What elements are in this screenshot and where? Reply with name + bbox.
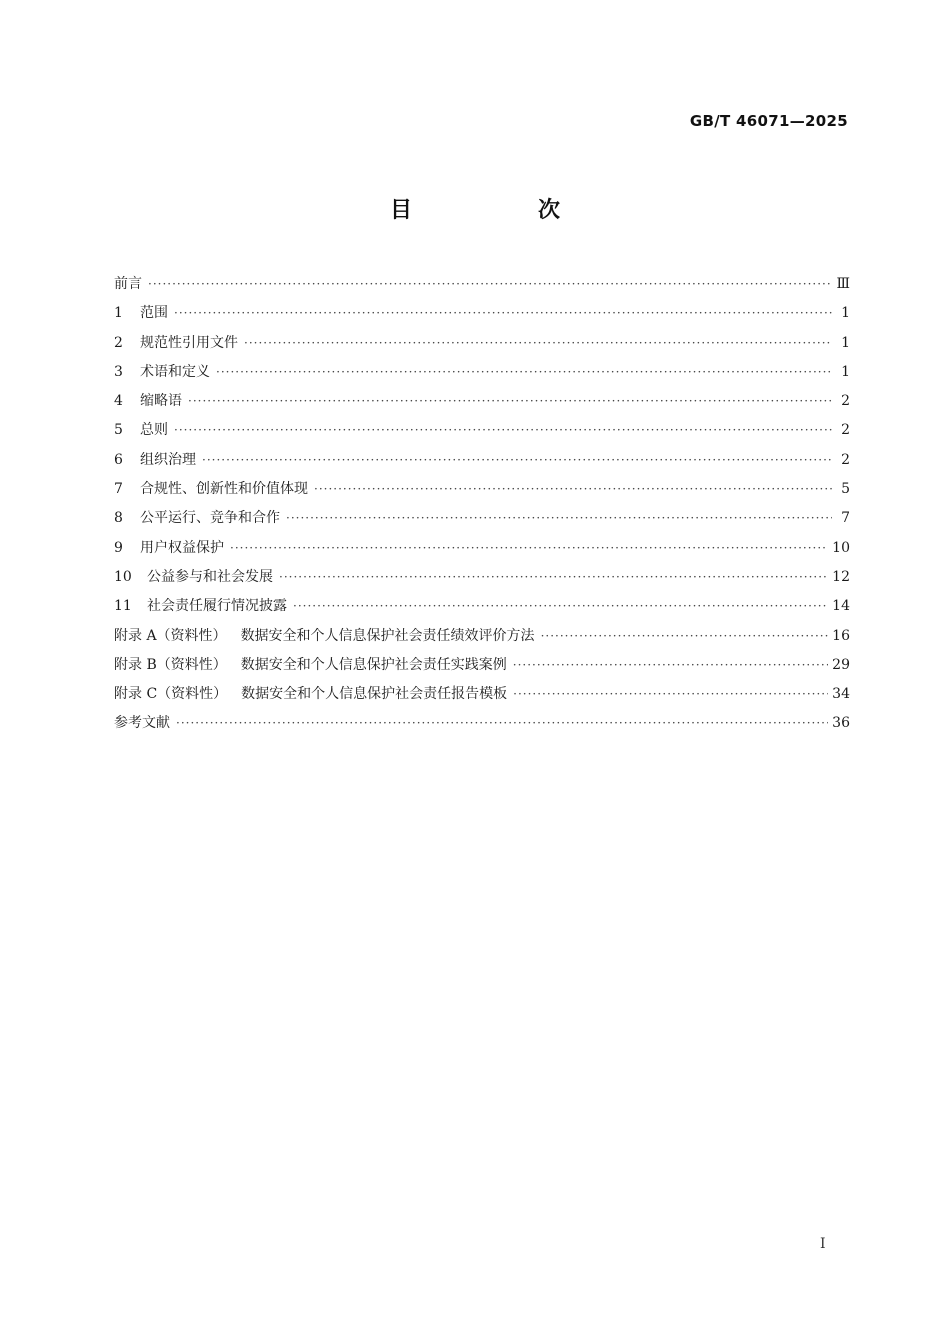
toc-entry-foreword[interactable] <box>114 270 850 299</box>
toc-entry-page: 12 <box>832 568 850 585</box>
toc-entry-page: Ⅲ <box>836 276 850 292</box>
toc-list <box>114 270 850 739</box>
toc-entry-page: 2 <box>841 451 850 468</box>
toc-entry-public-welfare[interactable] <box>114 563 850 592</box>
toc-title: 目 次 <box>389 198 612 223</box>
toc-leader-dots <box>279 563 828 592</box>
toc-entry-number: 5 <box>114 422 123 439</box>
toc-entry-number: 3 <box>114 363 123 380</box>
toc-entry-page: 29 <box>832 656 850 673</box>
toc-entry-number: 4 <box>114 393 123 410</box>
toc-leader-dots <box>513 680 828 709</box>
toc-entry-number: 8 <box>114 510 123 527</box>
toc-entry-label: 社会责任履行情况披露 <box>147 598 287 615</box>
toc-entry-page: 36 <box>832 715 850 732</box>
toc-entry-number: 9 <box>114 539 123 556</box>
toc-entry-label: 公益参与和社会发展 <box>147 568 273 585</box>
toc-entry-page: 34 <box>832 686 850 703</box>
toc-leader-dots <box>286 504 832 533</box>
toc-entry-label: 组织治理 <box>140 451 196 468</box>
toc-entry-page: 2 <box>841 422 850 439</box>
toc-leader-dots <box>148 270 832 299</box>
toc-entry-label: 参考文献 <box>114 715 170 732</box>
toc-leader-dots <box>314 475 832 504</box>
toc-entry-compliance[interactable] <box>114 475 850 504</box>
toc-entry-general[interactable] <box>114 416 850 445</box>
toc-entry-label: 数据安全和个人信息保护社会责任报告模板 <box>241 686 508 703</box>
toc-entry-number: 1 <box>114 305 123 322</box>
toc-entry-label: 用户权益保护 <box>140 539 224 556</box>
toc-entry-label: 合规性、创新性和价值体现 <box>140 481 308 498</box>
toc-leader-dots <box>176 709 828 738</box>
toc-entry-user-rights[interactable] <box>114 534 850 563</box>
toc-entry-page: 1 <box>841 334 850 351</box>
toc-entry-page: 10 <box>832 539 850 556</box>
toc-entry-scope[interactable] <box>114 299 850 328</box>
toc-entry-page: 5 <box>841 481 850 498</box>
toc-entry-label: 总则 <box>140 422 168 439</box>
toc-appendix-tag: 附录 C（资料性） <box>114 686 228 703</box>
toc-entry-terms[interactable] <box>114 358 850 387</box>
page-number: Ⅰ <box>820 1236 826 1252</box>
toc-entry-number: 2 <box>114 334 123 351</box>
toc-entry-number: 10 <box>114 568 132 585</box>
toc-entry-page: 2 <box>841 393 850 410</box>
toc-entry-label: 数据安全和个人信息保护社会责任绩效评价方法 <box>240 627 535 644</box>
toc-entry-disclosure[interactable] <box>114 592 850 621</box>
toc-entry-label: 术语和定义 <box>140 363 210 380</box>
toc-entry-label: 数据安全和个人信息保护社会责任实践案例 <box>240 656 507 673</box>
toc-leader-dots <box>244 329 832 358</box>
toc-entry-appendix-c[interactable] <box>114 680 850 709</box>
toc-leader-dots <box>174 299 832 328</box>
toc-entry-number: 7 <box>114 481 123 498</box>
toc-entry-page: 1 <box>841 363 850 380</box>
toc-entry-label: 规范性引用文件 <box>140 334 238 351</box>
toc-entry-page: 14 <box>832 598 850 615</box>
standard-code: GB/T 46071—2025 <box>689 112 848 130</box>
toc-leader-dots <box>293 592 828 621</box>
toc-entry-number: 6 <box>114 451 123 468</box>
toc-leader-dots <box>188 387 832 416</box>
toc-entry-page: 16 <box>832 627 850 644</box>
toc-entry-page: 7 <box>841 510 850 527</box>
toc-entry-page: 1 <box>841 305 850 322</box>
toc-leader-dots <box>230 534 828 563</box>
toc-leader-dots <box>202 446 832 475</box>
toc-entry-bibliography[interactable] <box>114 709 850 738</box>
toc-entry-label: 范围 <box>140 305 168 322</box>
toc-appendix-tag: 附录 B（资料性） <box>114 656 227 673</box>
toc-entry-label: 缩略语 <box>140 393 182 410</box>
toc-entry-appendix-b[interactable] <box>114 651 850 680</box>
toc-entry-normative-references[interactable] <box>114 329 850 358</box>
toc-leader-dots <box>216 358 832 387</box>
toc-entry-fair-operation[interactable] <box>114 504 850 533</box>
toc-leader-dots <box>174 416 832 445</box>
toc-entry-number: 11 <box>114 598 132 615</box>
toc-entry-abbreviations[interactable] <box>114 387 850 416</box>
toc-entry-label: 公平运行、竞争和合作 <box>140 510 280 527</box>
toc-entry-label: 前言 <box>114 276 142 292</box>
toc-leader-dots <box>541 622 829 651</box>
toc-appendix-tag: 附录 A（资料性） <box>114 627 227 644</box>
toc-entry-appendix-a[interactable] <box>114 622 850 651</box>
toc-entry-governance[interactable] <box>114 446 850 475</box>
toc-leader-dots <box>513 651 828 680</box>
